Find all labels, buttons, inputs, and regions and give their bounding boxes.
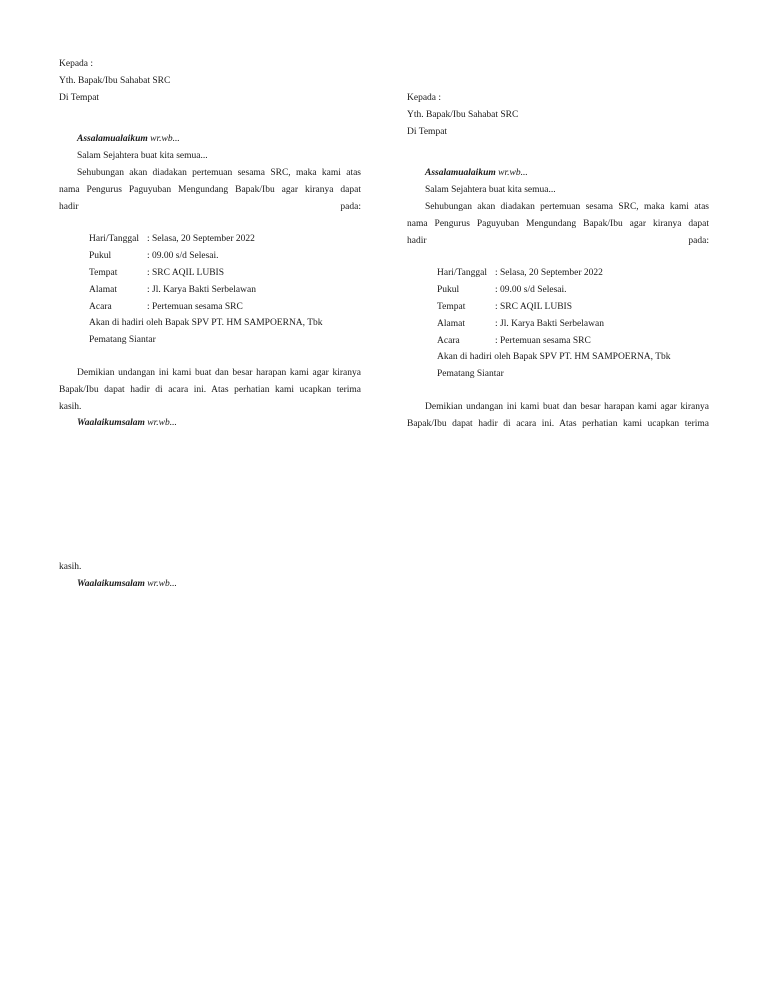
detail-label: Tempat: [437, 301, 466, 312]
recipient-yth: Yth. Bapak/Ibu Sahabat SRC: [407, 109, 519, 120]
attendance-note: Pematang Siantar: [89, 335, 156, 346]
detail-value: : Jl. Karya Bakti Serbelawan: [495, 318, 604, 329]
recipient-yth: Yth. Bapak/Ibu Sahabat SRC: [59, 75, 171, 86]
detail-row: [437, 299, 709, 316]
paragraph-line: nama Pengurus Paguyuban Mengundang Bapak/Ibu agar kiranya dapat: [59, 184, 361, 195]
closing-line: Bapak/Ibu dapat hadir di acara ini. Atas perhatian kami ucapkan terima: [59, 384, 361, 395]
recipient-tempat: Di Tempat: [407, 126, 448, 137]
greeting-bold: Assalamualaikum: [77, 134, 148, 145]
greeting-bold: Assalamualaikum: [425, 168, 496, 179]
closing-line: Demikian undangan ini kami buat dan besar harapan kami agar kiranya: [77, 367, 361, 378]
recipient-kepada: Kepada :: [407, 93, 442, 103]
detail-row: [89, 282, 361, 299]
closing-line: Demikian undangan ini kami buat dan besar harapan kami agar kiranya: [425, 401, 709, 412]
detail-row: [437, 333, 709, 350]
farewell-italic: wr.wb...: [144, 578, 177, 589]
invitation-letter-right: [407, 90, 709, 433]
detail-value: : Jl. Karya Bakti Serbelawan: [147, 284, 256, 295]
closing-line: kasih.: [59, 562, 82, 572]
detail-row: [437, 316, 709, 333]
salam-line: Salam Sejahtera buat kita semua...: [425, 185, 556, 196]
salam-line: Salam Sejahtera buat kita semua...: [77, 151, 208, 162]
invitation-letter-left: [59, 56, 361, 432]
detail-row: [89, 231, 361, 248]
detail-row: [437, 282, 709, 299]
recipient-tempat: Di Tempat: [59, 92, 100, 103]
detail-label: Pukul: [89, 251, 112, 262]
detail-value: : 09.00 s/d Selesai.: [495, 285, 567, 296]
closing-line: Bapak/Ibu dapat hadir di acara ini. Atas perhatian kami ucapkan terima: [407, 418, 709, 429]
farewell-greeting: [59, 576, 361, 593]
greeting-italic: wr.wb...: [495, 168, 528, 179]
detail-value: : Pertemuan sesama SRC: [495, 335, 591, 346]
closing-line: kasih.: [59, 401, 82, 412]
paragraph-line: nama Pengurus Paguyuban Mengundang Bapak/Ibu agar kiranya dapat: [407, 218, 709, 229]
farewell-greeting: [59, 415, 361, 432]
detail-row: [89, 265, 361, 282]
detail-label: Hari/Tanggal: [89, 234, 139, 245]
detail-row: [89, 248, 361, 265]
paragraph-line: Sehubungan akan diadakan pertemuan sesama SRC, maka kami atas: [425, 201, 709, 212]
farewell-bold: Waalaikumsalam: [77, 578, 145, 589]
farewell-italic: wr.wb...: [144, 418, 177, 429]
detail-value: : Selasa, 20 September 2022: [495, 268, 603, 279]
paragraph-line: hadir pada:: [407, 235, 709, 246]
detail-value: : SRC AQIL LUBIS: [147, 267, 224, 278]
detail-row: [89, 299, 361, 316]
detail-label: Alamat: [89, 284, 117, 295]
paragraph-line: Sehubungan akan diadakan pertemuan sesama SRC, maka kami atas: [77, 167, 361, 178]
paragraph-line: hadir pada:: [59, 201, 361, 212]
greeting-italic: wr.wb...: [147, 134, 180, 145]
attendance-note: Pematang Siantar: [437, 369, 504, 380]
detail-label: Tempat: [89, 267, 118, 278]
event-details: [89, 231, 361, 349]
attendance-note: Akan di hadiri oleh Bapak SPV PT. HM SAMPOERNA, Tbk: [89, 318, 323, 329]
attendance-note: Akan di hadiri oleh Bapak SPV PT. HM SAMPOERNA, Tbk: [437, 352, 671, 363]
detail-row: [437, 265, 709, 282]
detail-label: Alamat: [437, 318, 465, 329]
opening-greeting: [59, 131, 361, 148]
detail-label: Acara: [89, 301, 112, 312]
detail-label: Acara: [437, 335, 460, 346]
event-details: [437, 265, 709, 383]
recipient-kepada: Kepada :: [59, 59, 94, 69]
detail-value: : Pertemuan sesama SRC: [147, 301, 243, 312]
detail-label: Pukul: [437, 285, 460, 296]
opening-greeting: [407, 165, 709, 182]
letter-continuation: [59, 559, 361, 593]
detail-label: Hari/Tanggal: [437, 268, 487, 279]
detail-value: : 09.00 s/d Selesai.: [147, 251, 219, 262]
farewell-bold: Waalaikumsalam: [77, 418, 145, 429]
detail-value: : SRC AQIL LUBIS: [495, 301, 572, 312]
detail-value: : Selasa, 20 September 2022: [147, 234, 255, 245]
